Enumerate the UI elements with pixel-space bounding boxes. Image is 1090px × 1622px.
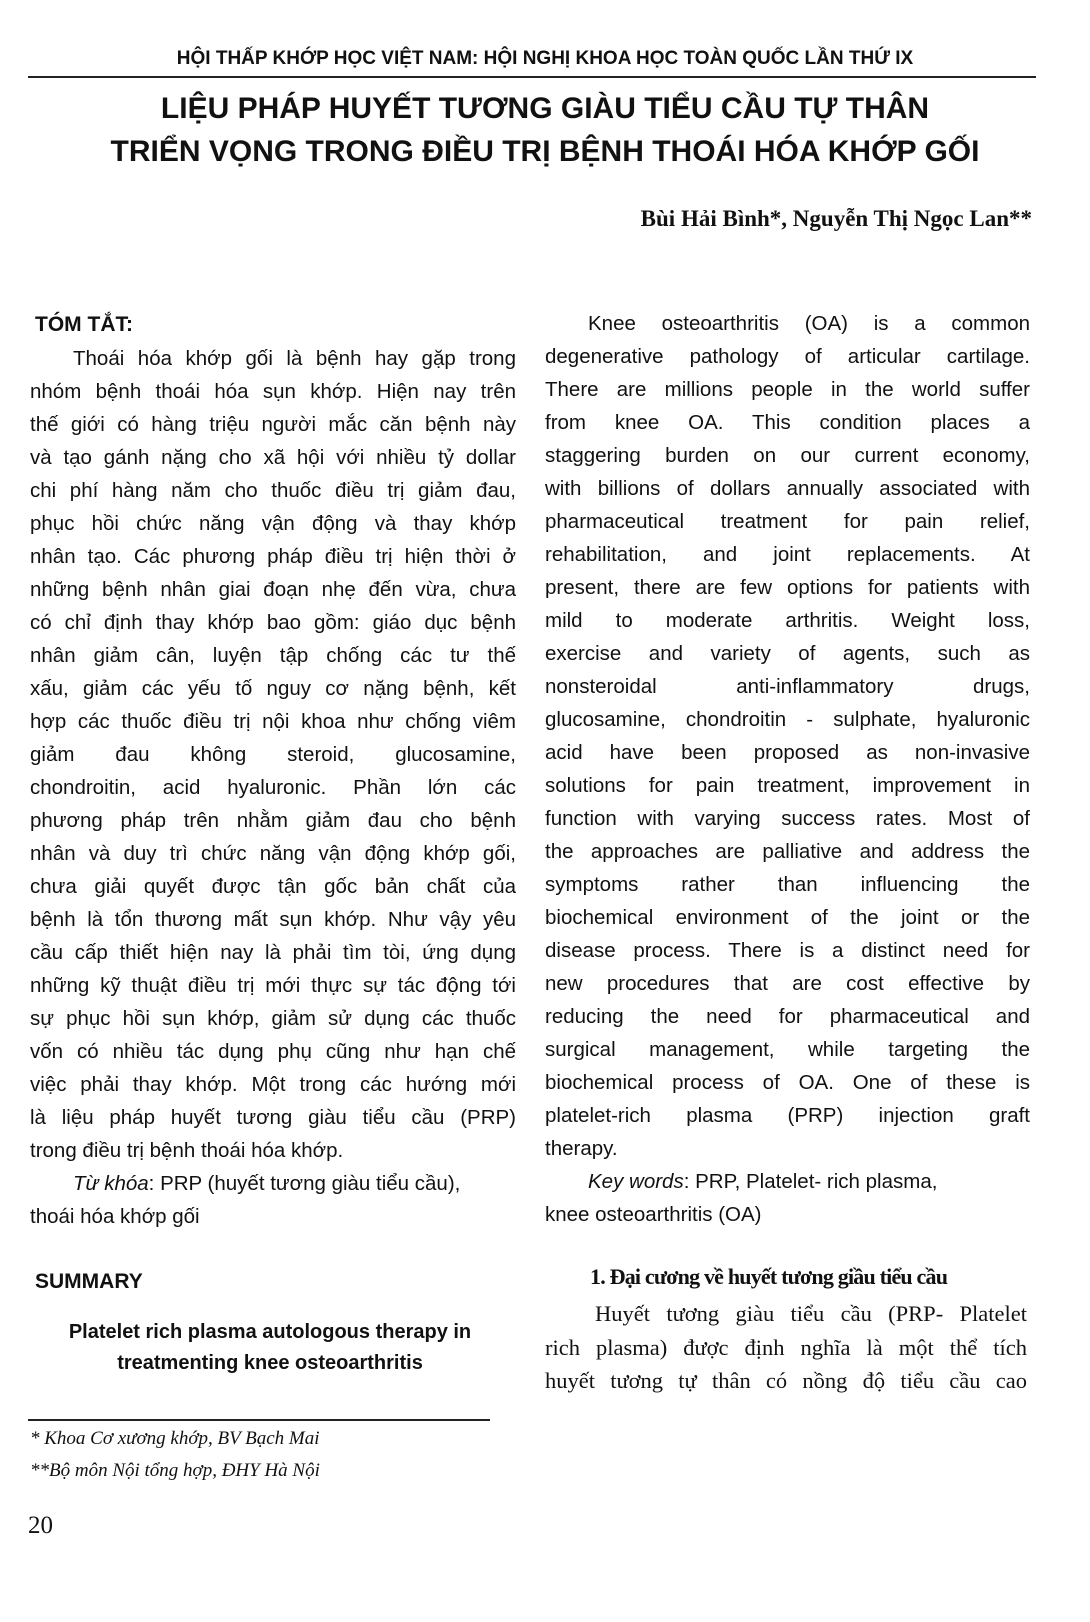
text-line: những kỹ thuật điều trị mới thực sự tác động tới <box>30 974 516 997</box>
text-line: solutions for pain treatment, improvement in <box>545 774 1030 797</box>
text-line: pharmaceutical treatment for pain relief, <box>545 510 1030 533</box>
abstract-en-body <box>545 307 1030 1231</box>
summary-subtitle-line-2: treatmenting knee osteoarthritis <box>117 1352 423 1374</box>
text-line: new procedures that are cost effective by <box>545 972 1030 995</box>
keywords-line: thoái hóa khớp gối <box>30 1205 200 1228</box>
text-line: surgical management, while targeting the <box>545 1038 1030 1061</box>
keywords-text: : PRP, Platelet- rich plasma, <box>683 1170 938 1193</box>
text-line: phục hồi chức năng vận động và thay khớp <box>30 512 516 535</box>
text-line: cầu cấp thiết hiện nay là phải tìm tòi, ứng dụng <box>30 941 516 964</box>
abstract-vi-heading: TÓM TẮT: <box>35 313 133 336</box>
running-header: HỘI THẤP KHỚP HỌC VIỆT NAM: HỘI NGHỊ KHOA HỌC TOÀN QUỐC LẦN THỨ IX <box>176 48 914 69</box>
footnote-rule <box>28 1419 490 1421</box>
text-line: hợp các thuốc điều trị nội khoa như chống viêm <box>30 710 516 733</box>
section-1-body <box>545 1297 1027 1398</box>
text-line: exercise and variety of agents, such as <box>545 642 1030 665</box>
text-line: rich plasma) được định nghĩa là một thể tích <box>545 1334 1027 1360</box>
text-line: acid have been proposed as non-invasive <box>545 741 1030 764</box>
text-line: giảm đau không steroid, glucosamine, <box>30 743 516 766</box>
text-line: việc phải thay khớp. Một trong các hướng mới <box>30 1073 516 1096</box>
footnote-2: **Bộ môn Nội tổng hợp, ĐHY Hà Nội <box>30 1460 320 1481</box>
text-line: platelet-rich plasma (PRP) injection graft <box>545 1104 1030 1127</box>
text-line: therapy. <box>545 1137 618 1160</box>
text-line: mild to moderate arthritis. Weight loss, <box>545 609 1030 632</box>
text-line: There are millions people in the world suffer <box>545 378 1030 401</box>
text-line: Knee osteoarthritis (OA) is a common <box>588 312 1030 335</box>
title-line-1: LIỆU PHÁP HUYẾT TƯƠNG GIÀU TIỂU CẦU TỰ THÂN <box>160 92 930 125</box>
text-line: the approaches are palliative and address the <box>545 840 1030 863</box>
text-line: và tạo gánh nặng cho xã hội với nhiều tỷ dollar <box>30 446 516 469</box>
text-line: Thoái hóa khớp gối là bệnh hay gặp trong <box>73 347 516 370</box>
text-line: nhân và duy trì chức năng vận động khớp gối, <box>30 842 516 865</box>
text-line: disease process. There is a distinct need for <box>545 939 1030 962</box>
summary-heading: SUMMARY <box>35 1270 143 1293</box>
text-line: xấu, giảm các yếu tố nguy cơ nặng bệnh, kết <box>30 677 516 700</box>
text-line: phương pháp trên nhằm giảm đau cho bệnh <box>30 809 516 832</box>
text-line: vốn có nhiều tác dụng phụ cũng như hạn chế <box>30 1040 516 1063</box>
text-line: symptoms rather than influencing the <box>545 873 1030 896</box>
text-line: biochemical process of OA. One of these is <box>545 1071 1030 1094</box>
text-line: from knee OA. This condition places a <box>545 411 1030 434</box>
text-line: with billions of dollars annually associated with <box>545 477 1030 500</box>
keywords-line <box>545 1165 1030 1198</box>
text-line: là liệu pháp huyết tương giàu tiểu cầu (PRP) <box>30 1106 516 1129</box>
section-1-heading: 1. Đại cương về huyết tương giầu tiểu cầu <box>590 1264 948 1289</box>
text-line: rehabilitation, and joint replacements. At <box>545 543 1030 566</box>
authors: Bùi Hải Bình*, Nguyễn Thị Ngọc Lan** <box>640 206 1032 231</box>
text-line: nhóm bệnh thoái hóa sụn khớp. Hiện nay trên <box>30 380 516 403</box>
keywords-line <box>30 1167 516 1200</box>
text-line: staggering burden on our current economy, <box>545 444 1030 467</box>
title-line-2: TRIỂN VỌNG TRONG ĐIỀU TRỊ BỆNH THOÁI HÓA KHỚP GỐI <box>110 135 980 168</box>
keywords-label: Từ khóa <box>73 1172 149 1195</box>
text-line: present, there are few options for patients with <box>545 576 1030 599</box>
text-line: Huyết tương giàu tiểu cầu (PRP- Platelet <box>595 1301 1027 1326</box>
text-line: sự phục hồi sụn khớp, giảm sử dụng các thuốc <box>30 1007 516 1030</box>
text-line: chondroitin, acid hyaluronic. Phần lớn các <box>30 776 516 799</box>
text-line: có chỉ định thay khớp bao gồm: giáo dục bệnh <box>30 611 516 634</box>
text-line: function with varying success rates. Most of <box>545 807 1030 830</box>
text-line: reducing the need for pharmaceutical and <box>545 1005 1030 1028</box>
text-line: degenerative pathology of articular cartilage. <box>545 345 1030 368</box>
text-line: chưa giải quyết được tận gốc bản chất của <box>30 875 516 898</box>
text-line: huyết tương tự thân có nồng độ tiểu cầu cao <box>545 1368 1027 1393</box>
text-line: nhân giảm cân, luyện tập chống các tư thế <box>30 644 516 667</box>
text-line: biochemical environment of the joint or the <box>545 906 1030 929</box>
text-line: chi phí hàng năm cho thuốc điều trị giảm đau, <box>30 479 516 502</box>
text-line: những bệnh nhân giai đoạn nhẹ đến vừa, chưa <box>30 578 516 601</box>
text-line: trong điều trị bệnh thoái hóa khớp. <box>30 1139 344 1162</box>
abstract-vi-body <box>30 342 516 1233</box>
text-line: bệnh là tổn thương mất sụn khớp. Như vậy yêu <box>30 908 516 931</box>
header-rule <box>28 76 1036 78</box>
text-line: glucosamine, chondroitin - sulphate, hyaluronic <box>545 708 1030 731</box>
text-line: thế giới có hàng triệu người mắc căn bệnh này <box>30 413 516 436</box>
text-line: nhân tạo. Các phương pháp điều trị hiện thời ở <box>30 545 516 568</box>
page-number: 20 <box>28 1512 53 1539</box>
text-line: nonsteroidal anti-inflammatory drugs, <box>545 675 1030 698</box>
footnote-1: * Khoa Cơ xương khớp, BV Bạch Mai <box>30 1428 320 1449</box>
keywords-label: Key words <box>588 1170 684 1193</box>
keywords-line: knee osteoarthritis (OA) <box>545 1203 762 1226</box>
keywords-text: : PRP (huyết tương giàu tiểu cầu), <box>148 1172 461 1195</box>
summary-subtitle-line-1: Platelet rich plasma autologous therapy in <box>68 1321 472 1343</box>
